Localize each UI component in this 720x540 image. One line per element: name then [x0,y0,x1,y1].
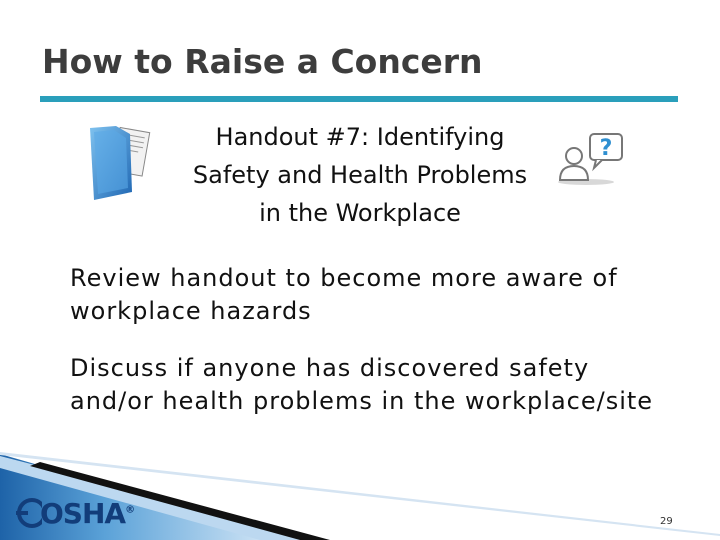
bullet-item [70,262,700,328]
osha-logo-text: OSHA [40,497,126,530]
title-underline [40,96,678,102]
person-question-icon [556,128,626,186]
handout-title-line3: in the Workplace [259,199,461,227]
bullet-text-line2: workplace hazards [70,297,312,325]
osha-logo-mark: ® [125,504,135,516]
page-number: 29 [660,516,673,527]
bullet-text-line1: Discuss if anyone has discovered safety [70,354,590,382]
bullet-text-line1: Review handout to become more aware of [70,264,618,292]
bullet-item [70,352,700,418]
handout-title-line1: Handout #7: Identifying [215,123,505,151]
handout-title-line2: Safety and Health Problems [192,161,528,189]
osha-logo [40,497,134,530]
handout-title [170,118,550,232]
bullet-text-line2: and/or health problems in the workplace/site [70,387,654,415]
osha-logo-circle-icon [14,498,42,528]
svg-text:?: ? [599,136,613,161]
slide-title: How to Raise a Concern [42,42,483,81]
bullet-list [70,262,700,442]
folder-icon [86,122,154,204]
